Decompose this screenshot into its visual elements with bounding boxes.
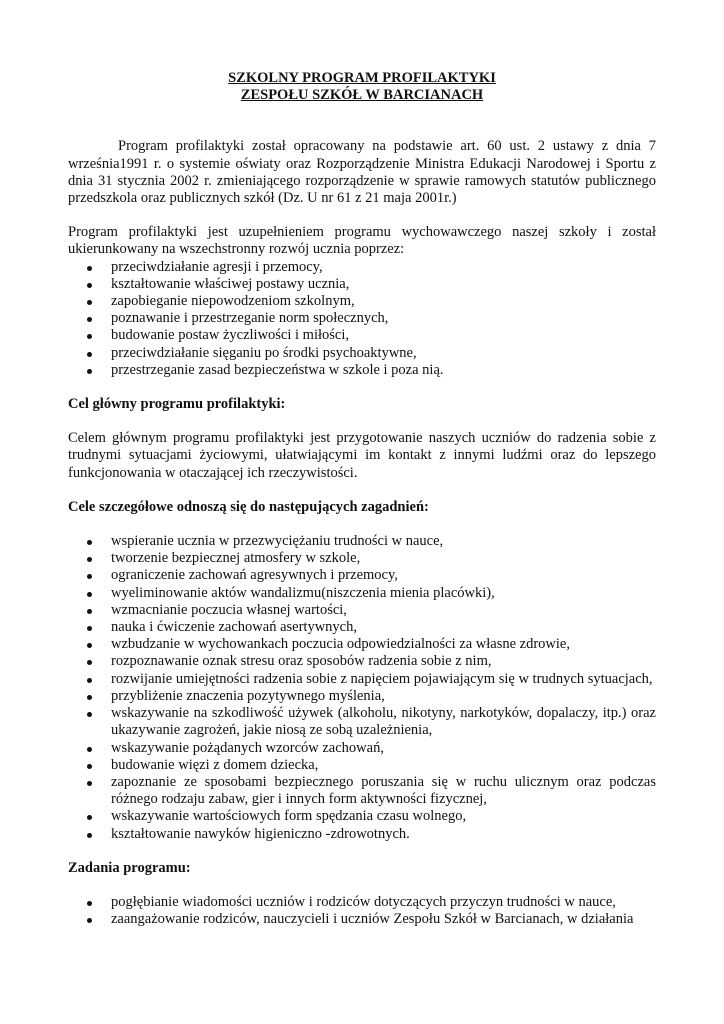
specific-goals-list	[68, 533, 656, 843]
list-item: przestrzeganie zasad bezpieczeństwa w szkole i poza nią.	[87, 362, 656, 379]
list-item: budowanie więzi z domem dziecka,	[87, 757, 656, 774]
list-item: rozwijanie umiejętności radzenia sobie z napięciem pojawiającym się w trudnych sytuacjach,	[87, 671, 656, 688]
list-item: wskazywanie pożądanych wzorców zachowań,	[87, 740, 656, 757]
list-item: pogłębianie wiadomości uczniów i rodziców dotyczących przyczyn trudności w nauce,	[87, 894, 656, 911]
list-item: poznawanie i przestrzeganie norm społecznych,	[87, 310, 656, 327]
title-line-1: SZKOLNY PROGRAM PROFILAKTYKI	[228, 70, 496, 86]
tasks-list	[68, 894, 656, 928]
list-item: ograniczenie zachowań agresywnych i przemocy,	[87, 567, 656, 584]
list-item: zapobieganie niepowodzeniom szkolnym,	[87, 293, 656, 310]
main-goal-text: Celem głównym programu profilaktyki jest przygotowanie naszych uczniów do radzenia sobie z trudnymi sytuacjami życiowymi, ułatwiającymi im kontakt z innymi ludźmi oraz do lepszego funkcjonowania w otaczającej ich rzeczywistości.	[68, 430, 656, 481]
title-block	[68, 70, 656, 104]
list-item: tworzenie bezpiecznej atmosfery w szkole,	[87, 550, 656, 567]
complement-paragraph: Program profilaktyki jest uzupełnieniem programu wychowawczego naszej szkoły i został ukierunkowany na wszechstronny rozwój ucznia poprzez:	[68, 224, 656, 258]
list-item: wskazywanie na szkodliwość używek (alkoholu, nikotyny, narkotyków, dopalaczy, itp.) oraz ukazywanie zagrożeń, jakie niosą ze sobą uzależnienia,	[87, 705, 656, 739]
list-item: wyeliminowanie aktów wandalizmu(niszczenia mienia placówki),	[87, 585, 656, 602]
tasks-heading: Zadania programu:	[68, 859, 191, 876]
list-item: zapoznanie ze sposobami bezpiecznego poruszania się w ruchu ulicznym oraz podczas różnego rodzaju zabaw, gier i innych form aktywności fizycznej,	[87, 774, 656, 808]
list-item: nauka i ćwiczenie zachowań asertywnych,	[87, 619, 656, 636]
intro-paragraph: Program profilaktyki został opracowany na podstawie art. 60 ust. 2 ustawy z dnia 7 września1991 r. o systemie oświaty oraz Rozporządzenie Ministra Edukacji Narodowej i Sportu z dnia 31 stycznia 2002 r. zmieniającego rozporządzenie w sprawie ramowych statutów publicznego przedszkola oraz publicznych szkół (Dz. U nr 61 z 21 maja 2001r.)	[68, 138, 656, 207]
list-item: przeciwdziałanie agresji i przemocy,	[87, 259, 656, 276]
list-item: przybliżenie znaczenia pozytywnego myślenia,	[87, 688, 656, 705]
list-item: wskazywanie wartościowych form spędzania czasu wolnego,	[87, 808, 656, 825]
specific-goals-heading: Cele szczegółowe odnoszą się do następujących zagadnień:	[68, 498, 429, 515]
list-item: budowanie postaw życzliwości i miłości,	[87, 327, 656, 344]
list-item: kształtowanie właściwej postawy ucznia,	[87, 276, 656, 293]
title-line-2: ZESPOŁU SZKÓŁ W BARCIANACH	[240, 87, 484, 104]
list-item: wzmacnianie poczucia własnej wartości,	[87, 602, 656, 619]
list-item: wspieranie ucznia w przezwyciężaniu trudności w nauce,	[87, 533, 656, 550]
development-list	[68, 259, 656, 379]
list-item: wzbudzanie w wychowankach poczucia odpowiedzialności za własne zdrowie,	[87, 636, 656, 653]
list-item: zaangażowanie rodziców, nauczycieli i uczniów Zespołu Szkół w Barcianach, w działania	[87, 911, 656, 928]
list-item: rozpoznawanie oznak stresu oraz sposobów radzenia sobie z nim,	[87, 653, 656, 670]
list-item: kształtowanie nawyków higieniczno -zdrowotnych.	[87, 826, 656, 843]
list-item: przeciwdziałanie sięganiu po środki psychoaktywne,	[87, 345, 656, 362]
main-goal-heading: Cel główny programu profilaktyki:	[68, 396, 286, 413]
